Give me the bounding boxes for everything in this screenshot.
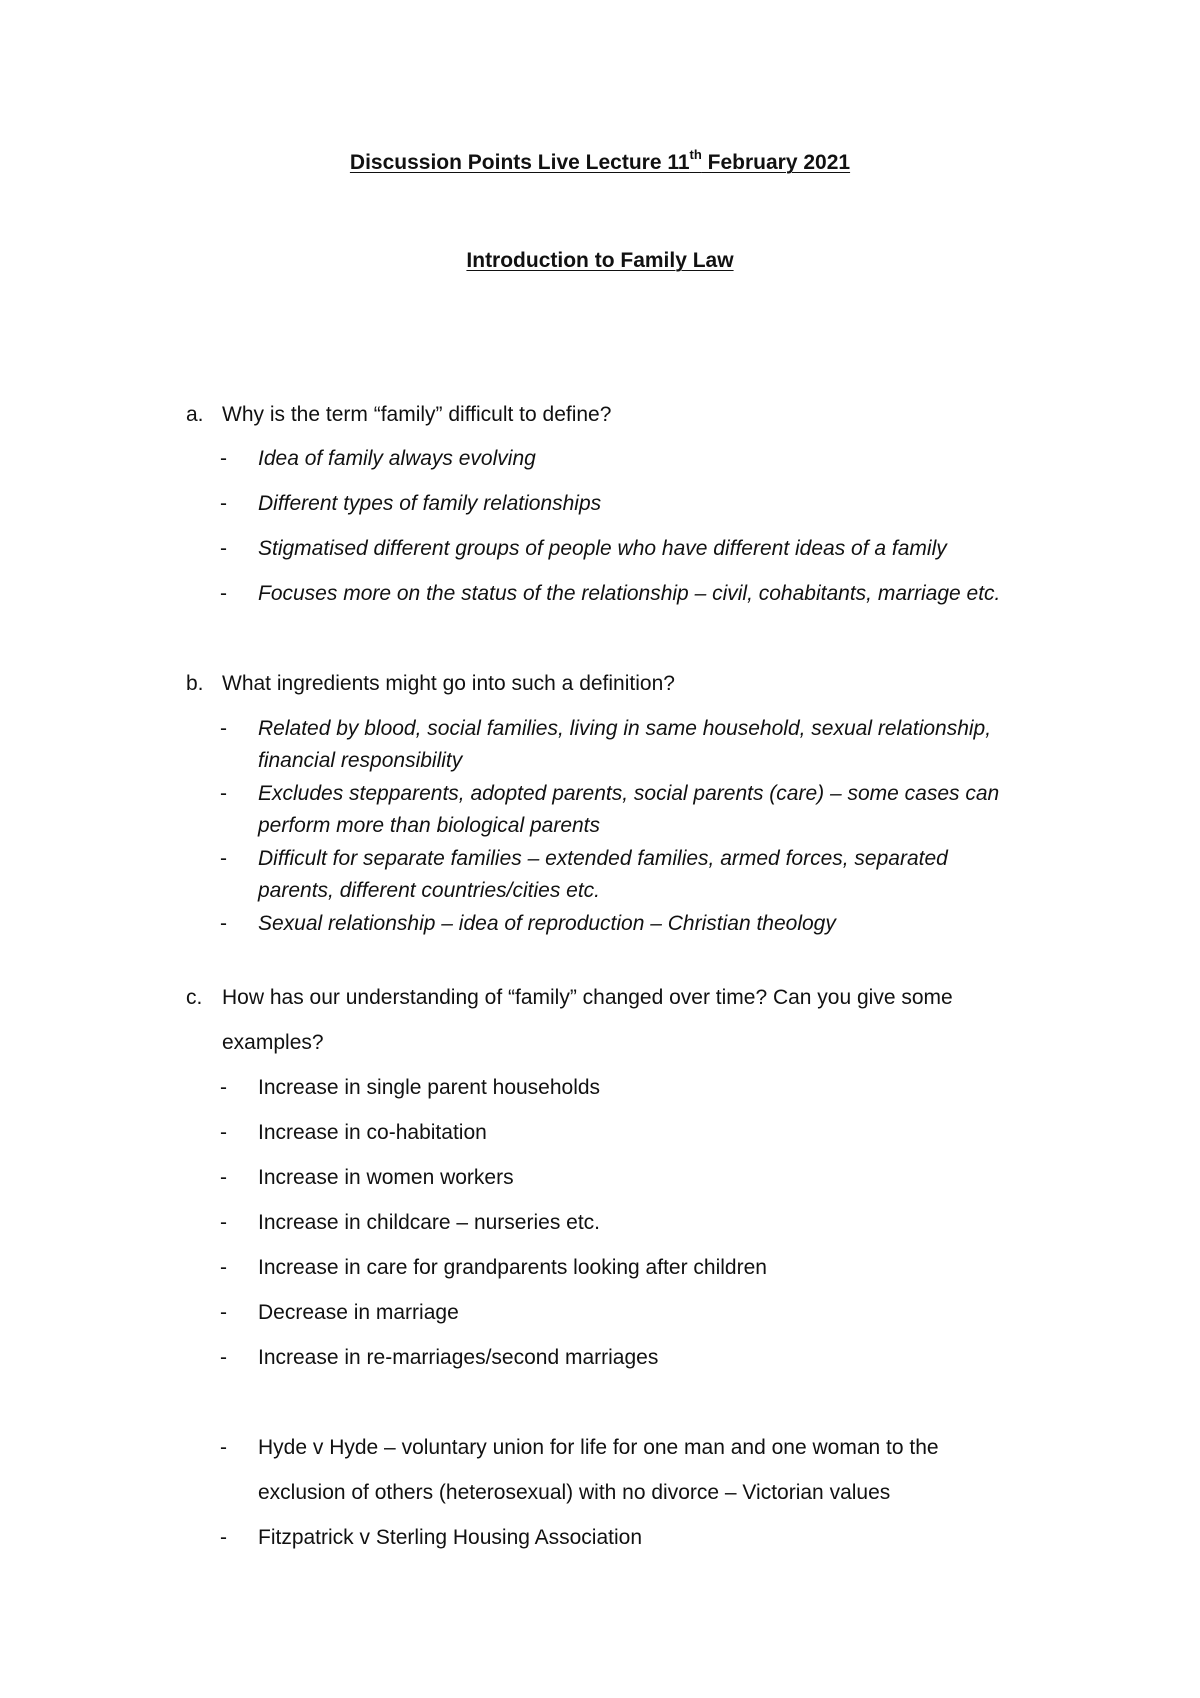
- list-item: Increase in re-marriages/second marriages: [258, 1346, 659, 1369]
- list-item-line: Excludes stepparents, adopted parents, social parents (care) – some cases can: [258, 782, 1000, 805]
- list-item-line: parents, different countries/cities etc.: [258, 879, 600, 902]
- list-item: Decrease in marriage: [258, 1301, 459, 1324]
- list-item: Increase in single parent households: [258, 1076, 601, 1099]
- bullet-dash: -: [220, 1256, 227, 1279]
- case-item-line: Hyde v Hyde – voluntary union for life for one man and one woman to the: [258, 1436, 939, 1459]
- list-item: Increase in women workers: [258, 1166, 514, 1189]
- list-item: Increase in care for grandparents looking after children: [258, 1256, 767, 1279]
- bullet-dash: -: [220, 1526, 227, 1549]
- case-item-line: Fitzpatrick v Sterling Housing Association: [258, 1526, 642, 1549]
- list-item-line: financial responsibility: [258, 749, 463, 772]
- bullet-dash: -: [220, 537, 227, 560]
- list-item-line: Sexual relationship – idea of reproduction – Christian theology: [258, 912, 836, 935]
- bullet-dash: -: [220, 717, 227, 740]
- bullet-dash: -: [220, 1076, 227, 1099]
- bullet-dash: -: [220, 912, 227, 935]
- list-item: Focuses more on the status of the relationship – civil, cohabitants, marriage etc.: [258, 582, 1001, 605]
- section-c-label: c.: [186, 986, 203, 1009]
- list-item-line: perform more than biological parents: [258, 814, 601, 837]
- bullet-dash: -: [220, 1436, 227, 1459]
- bullet-dash: -: [220, 582, 227, 605]
- bullet-dash: -: [220, 1121, 227, 1144]
- page-subtitle: Introduction to Family Law: [466, 249, 734, 272]
- bullet-dash: -: [220, 1211, 227, 1234]
- bullet-dash: -: [220, 782, 227, 805]
- case-item-line: exclusion of others (heterosexual) with no divorce – Victorian values: [258, 1481, 891, 1504]
- bullet-dash: -: [220, 1301, 227, 1324]
- list-item-line: Difficult for separate families – extended families, armed forces, separated: [258, 847, 948, 870]
- bullet-dash: -: [220, 447, 227, 470]
- section-a-question: Why is the term “family” difficult to define?: [222, 403, 612, 426]
- list-item: Different types of family relationships: [258, 492, 602, 515]
- list-item-line: Related by blood, social families, living in same household, sexual relationship,: [258, 717, 992, 740]
- bullet-dash: -: [220, 1166, 227, 1189]
- section-c-question-line: examples?: [222, 1031, 324, 1054]
- section-a-label: a.: [186, 403, 204, 426]
- section-b-question: What ingredients might go into such a definition?: [222, 672, 675, 695]
- list-item: Increase in co-habitation: [258, 1121, 487, 1144]
- bullet-dash: -: [220, 492, 227, 515]
- bullet-dash: -: [220, 1346, 227, 1369]
- list-item: Increase in childcare – nurseries etc.: [258, 1211, 600, 1234]
- section-c-question-line: How has our understanding of “family” changed over time? Can you give some: [222, 986, 953, 1009]
- bullet-dash: -: [220, 847, 227, 870]
- list-item: Stigmatised different groups of people who have different ideas of a family: [258, 537, 947, 560]
- list-item: Idea of family always evolving: [258, 447, 536, 470]
- section-b-label: b.: [186, 672, 204, 695]
- page-title: Discussion Points Live Lecture 11th February 2021: [349, 147, 851, 174]
